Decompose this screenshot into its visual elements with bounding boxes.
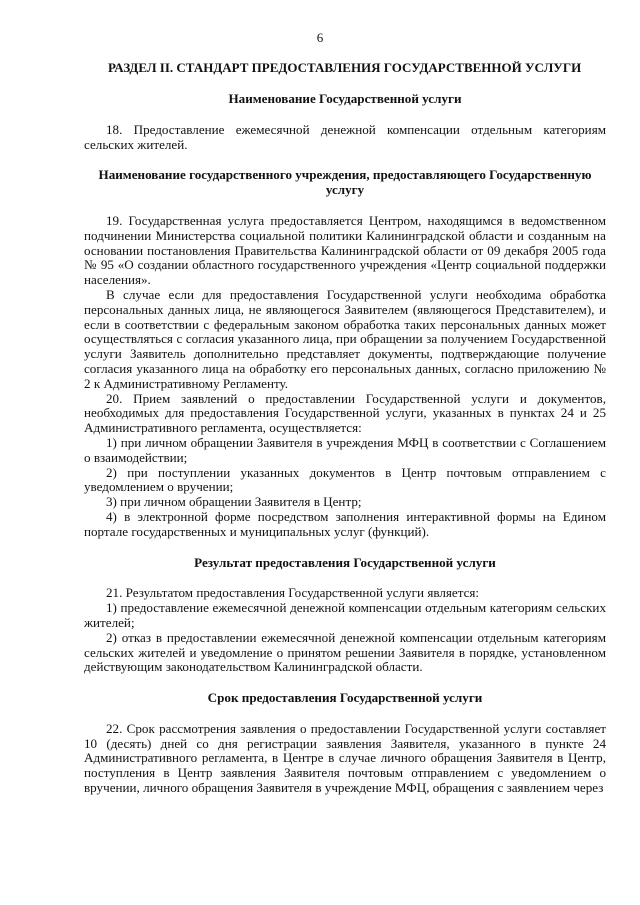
list-item-20-3: 3) при личном обращении Заявителя в Центр; [106, 494, 362, 510]
paragraph-22: 22. Срок рассмотрения заявления о предоставлении Государственной услуги составляет 10 (десять) дней со дня регистрации заявления Заявителя, указанного в пункте 24 Административного регламента, в Центре в случае личного обращения Заявителя в Центр, поступления в Центр заявления Заявителя почтовым отправлением с уведомлением о вручении, личного обращения Заявителя в учреждение МФЦ, обращения с заявлением через [84, 720, 606, 796]
list-item-20-4: 4) в электронной форме посредством заполнения интерактивной формы на Едином портале государственных и муниципальных услуг (функций). [84, 508, 606, 539]
section-title: РАЗДЕЛ II. СТАНДАРТ ПРЕДОСТАВЛЕНИЯ ГОСУДАРСТВЕННОЙ УСЛУГИ [108, 60, 582, 75]
heading-result: Результат предоставления Государственной услуги [194, 554, 496, 570]
list-item-21-1: 1) предоставление ежемесячной денежной компенсации отдельным категориям сельских жителей; [84, 600, 606, 630]
list-item-20-1: 1) при личном обращении Заявителя в учреждения МФЦ в соответствии с Соглашением о взаимодействии; [84, 434, 606, 465]
list-item-21-2: 2) отказ в предоставлении ежемесячной денежной компенсации отдельным категориям сельских жителей и уведомление о принятом решении Заявителя в порядке, установленном действующим законодательством Калининградской области. [84, 629, 606, 675]
heading-institution: Наименование государственного учреждения, предоставляющего Государственную услугу [98, 167, 592, 198]
heading-service-name: Наименование Государственной услуги [228, 91, 462, 106]
paragraph-19-personal-data: В случае если для предоставления Государственной услуги необходима обработка персональных данных лица, не являющегося Заявителем (являющегося Представителем), и если в соответствии с федеральным законом обработка таких персональных данных может осуществляться с согласия указанного лица, при обращении за получением Государственной услуги Заявитель дополнительно представляет документы, подтверждающие получение согласия указанного лица на обработку его персональных данных, согласно приложению № 2 к Административному Регламенту. [84, 286, 606, 391]
paragraph-20: 20. Прием заявлений о предоставлении Государственной услуги и документов, необходимых для предоставления Государственной услуги, указанных в пунктах 24 и 25 Административного регламента, осуществляется: [84, 390, 606, 436]
document-body [84, 92, 606, 796]
paragraph-19: 19. Государственная услуга предоставляется Центром, находящимся в ведомственном подчинении Министерства социальной политики Калининградской области и созданным на основании постановления Правительства Калининградской области от 09 декабря 2005 года № 95 «О создании областного государственного учреждения «Центр социальной поддержки населения». [84, 212, 606, 288]
heading-term: Срок предоставления Государственной услуги [207, 690, 483, 706]
page-number: 6 [316, 30, 324, 45]
list-item-20-2: 2) при поступлении указанных документов в Центр почтовым отправлением с уведомлением о вручении; [84, 464, 606, 495]
paragraph-18: 18. Предоставление ежемесячной денежной компенсации отдельным категориям сельских жителей. [84, 121, 606, 152]
paragraph-21: 21. Результатом предоставления Государственной услуги является: [106, 585, 480, 601]
